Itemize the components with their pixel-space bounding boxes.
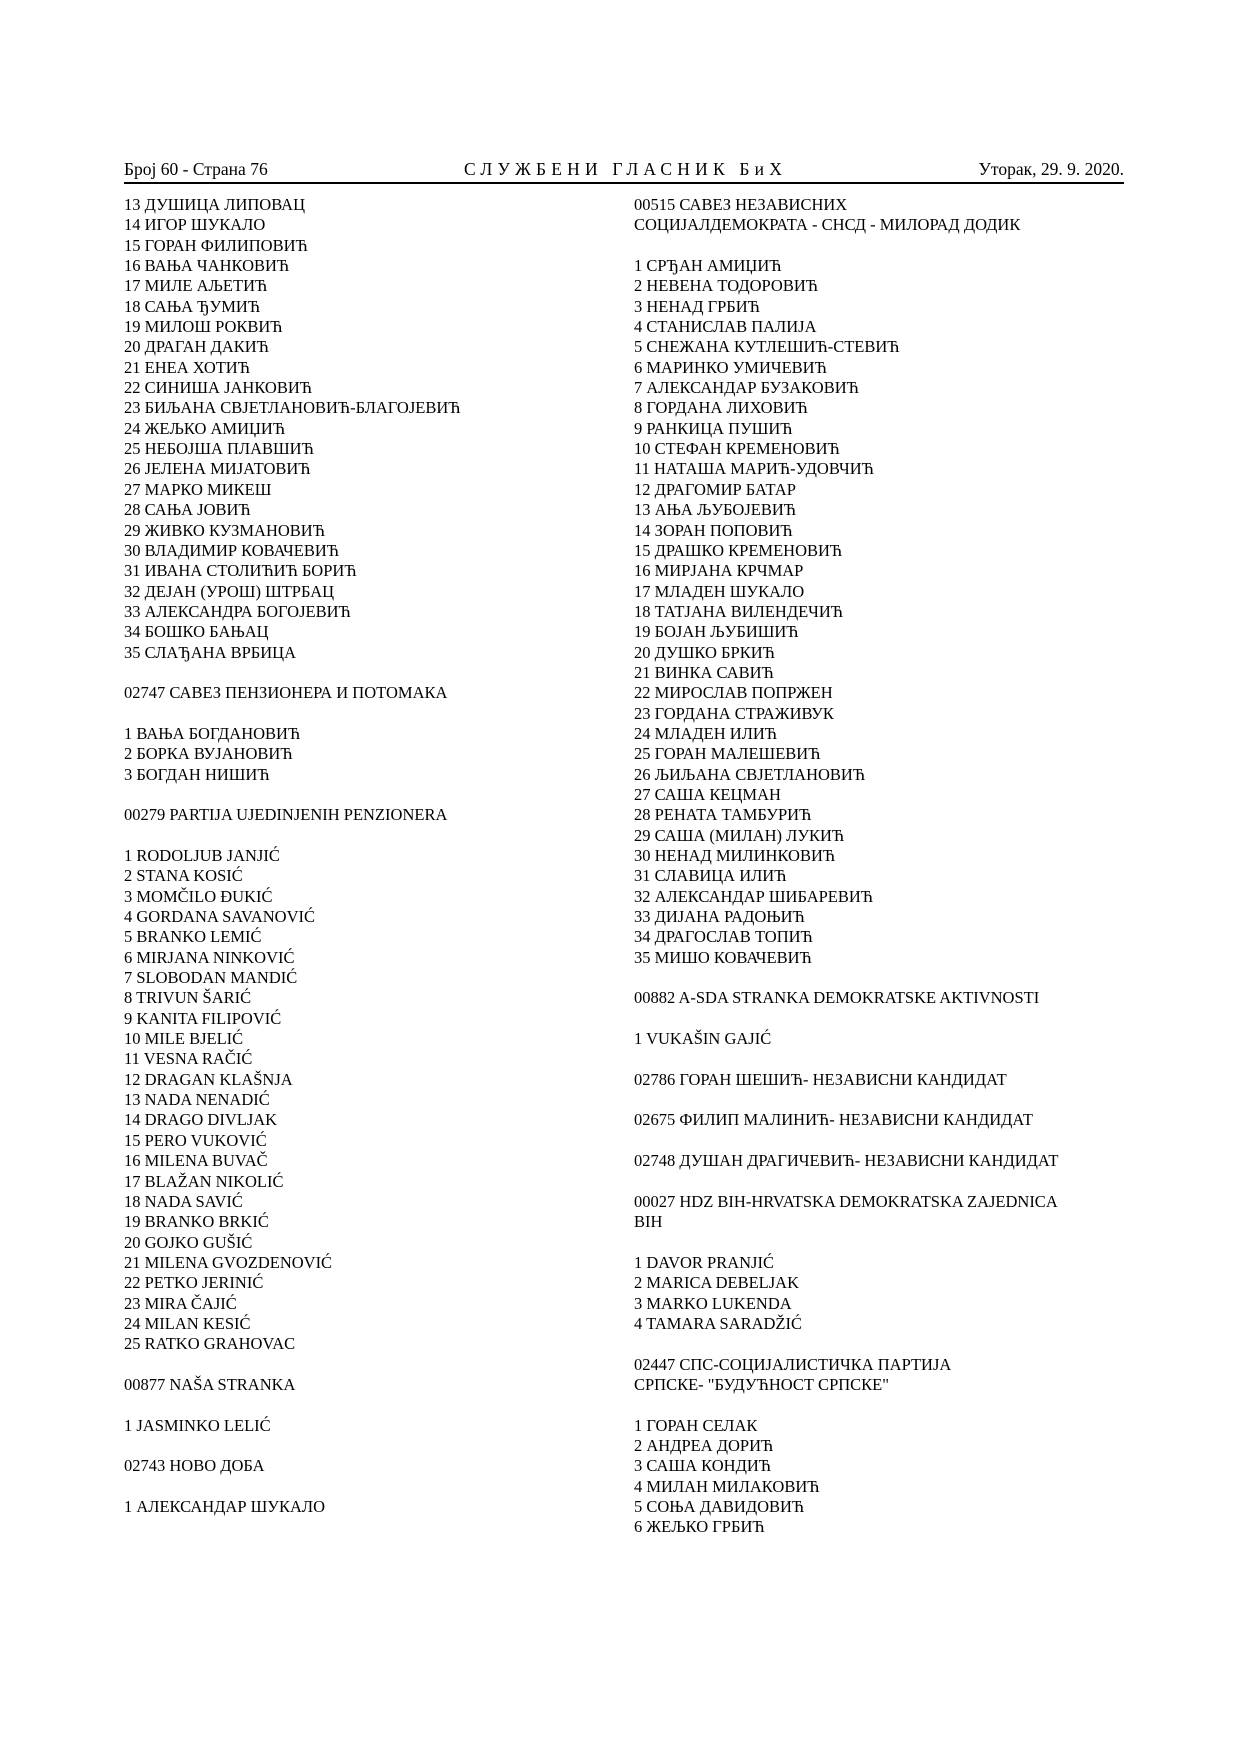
list-line: 18 ТАТЈАНА ВИЛЕНДЕЧИЋ	[634, 601, 844, 621]
list-line: 25 ГОРАН МАЛЕШЕВИЋ	[634, 744, 821, 764]
list-line: 1 VUKAŠIN GAJIĆ	[634, 1029, 772, 1049]
list-line: BIH	[634, 1212, 663, 1232]
list-line: 17 BLAŽAN NIKOLIĆ	[124, 1171, 284, 1191]
issue-and-page-number: Број 60 - Страна 76	[124, 159, 268, 179]
list-line: 4 СТАНИСЛАВ ПАЛИЈА	[634, 317, 817, 337]
list-line: 6 MIRJANA NINKOVIĆ	[124, 947, 295, 967]
list-line: 15 ГОРАН ФИЛИПОВИЋ	[124, 235, 308, 255]
list-line: 28 РЕНАТА ТАМБУРИЋ	[634, 805, 812, 825]
list-line: 6 ЖЕЉКО ГРБИЋ	[634, 1517, 765, 1537]
list-line: 14 ЗОРАН ПОПОВИЋ	[634, 520, 793, 540]
list-line: 14 DRAGO DIVLJAK	[124, 1110, 278, 1130]
list-line: 2 НЕВЕНА ТОДОРОВИЋ	[634, 276, 818, 296]
blank-line	[124, 704, 614, 724]
list-line: 35 СЛАЂАНА ВРБИЦА	[124, 642, 297, 662]
list-line: 15 PERO VUKOVIĆ	[124, 1130, 267, 1150]
blank-line	[634, 236, 1134, 256]
list-line: 4 МИЛАН МИЛАКОВИЋ	[634, 1476, 820, 1496]
list-line: 17 МИЛЕ АЉЕТИЋ	[124, 276, 268, 296]
list-line: 24 MILAN KESIĆ	[124, 1313, 251, 1333]
list-line: 1 JASMINKO LELIĆ	[124, 1415, 271, 1435]
right-column	[634, 195, 1134, 1538]
list-line: 20 ДРАГАН ДАКИЋ	[124, 337, 269, 357]
list-line: 26 ЈЕЛЕНА МИЈАТОВИЋ	[124, 459, 311, 479]
list-line: 2 MARICA DEBELJAK	[634, 1273, 800, 1293]
blank-line	[124, 785, 614, 805]
blank-line	[634, 1334, 1134, 1354]
list-line: 7 SLOBODAN MANDIĆ	[124, 968, 298, 988]
blank-line	[634, 1395, 1134, 1415]
list-line: 6 МАРИНКО УМИЧЕВИЋ	[634, 357, 827, 377]
list-line: 11 НАТАША МАРИЋ-УДОВЧИЋ	[634, 459, 874, 479]
blank-line	[634, 1009, 1134, 1029]
list-line: 9 KANITA FILIPOVIĆ	[124, 1008, 282, 1028]
list-line: 23 MIRA ČAJIĆ	[124, 1293, 237, 1313]
list-line: 25 НЕБОЈША ПЛАВШИЋ	[124, 439, 314, 459]
left-column	[124, 195, 614, 1517]
list-line: 21 ВИНКА САВИЋ	[634, 662, 774, 682]
list-line: 9 РАНКИЦА ПУШИЋ	[634, 418, 793, 438]
list-line: 3 БОГДАН НИШИЋ	[124, 764, 270, 784]
list-line: 23 БИЉАНА СВЈЕТЛАНОВИЋ-БЛАГОЈЕВИЋ	[124, 398, 461, 418]
list-line: 30 ВЛАДИМИР КОВАЧЕВИЋ	[124, 540, 340, 560]
list-line: 1 СРЂАН АМИЏИЋ	[634, 256, 782, 276]
list-line: 30 НЕНАД МИЛИНКОВИЋ	[634, 846, 836, 865]
list-line: 02747 САВЕЗ ПЕНЗИОНЕРА И ПОТОМАКА	[124, 683, 448, 703]
list-line: 17 МЛАДЕН ШУКАЛО	[634, 581, 805, 601]
list-line: 3 САША КОНДИЋ	[634, 1456, 771, 1476]
list-line: 25 RATKO GRAHOVAC	[124, 1334, 296, 1354]
list-line: 8 ГОРДАНА ЛИХОВИЋ	[634, 398, 808, 418]
list-line: 5 СНЕЖАНА КУТЛЕШИЋ-СТЕВИЋ	[634, 337, 900, 357]
list-line: 18 САЊА ЂУМИЋ	[124, 296, 261, 316]
list-line: 22 PETKO JERINIĆ	[124, 1273, 264, 1293]
list-line: 02675 ФИЛИП МАЛИНИЋ- НЕЗАВИСНИ КАНДИДАТ	[634, 1110, 1033, 1130]
list-line: 22 МИРОСЛАВ ПОПРЖЕН	[634, 683, 833, 703]
list-line: 16 MILENA BUVAČ	[124, 1151, 268, 1171]
list-line: 16 ВАЊА ЧАНКОВИЋ	[124, 256, 290, 276]
list-line: 20 GOJKO GUŠIĆ	[124, 1232, 253, 1252]
list-line: 19 БОЈАН ЉУБИШИЋ	[634, 622, 799, 642]
list-line: 00882 A-SDA STRANKA DEMOKRATSKE AKTIVNOSTI	[634, 988, 1040, 1008]
list-line: 00279 PARTIJA UJEDINJENIH PENZIONERA	[124, 805, 448, 825]
list-line: 5 BRANKO LEMIĆ	[124, 927, 262, 947]
list-line: 02786 ГОРАН ШЕШИЋ- НЕЗАВИСНИ КАНДИДАТ	[634, 1069, 1007, 1089]
list-line: 3 MARKO LUKENDA	[634, 1293, 792, 1313]
list-line: 32 АЛЕКСАНДАР ШИБАРЕВИЋ	[634, 886, 874, 906]
list-line: 4 GORDANA SAVANOVIĆ	[124, 907, 316, 927]
list-line: 00027 HDZ BIH-HRVATSKA DEMOKRATSKA ZAJEDNICA	[634, 1191, 1058, 1211]
list-line: 3 НЕНАД ГРБИЋ	[634, 296, 760, 316]
header-divider	[124, 182, 1124, 184]
list-line: 26 ЉИЉАНА СВЈЕТЛАНОВИЋ	[634, 764, 866, 784]
list-line: 1 RODOLJUB JANJIĆ	[124, 846, 280, 865]
list-line: 7 АЛЕКСАНДАР БУЗАКОВИЋ	[634, 378, 859, 398]
list-line: 13 АЊА ЉУБОЈЕВИЋ	[634, 500, 796, 520]
list-line: 3 MOMČILO ĐUKIĆ	[124, 886, 273, 906]
list-line: 28 САЊА ЈОВИЋ	[124, 500, 251, 520]
list-line: СРПСКЕ- "БУДУЋНОСТ СРПСКЕ"	[634, 1374, 889, 1394]
list-line: 02447 СПС-СОЦИЈАЛИСТИЧКА ПАРТИЈА	[634, 1354, 952, 1374]
list-line: 13 ДУШИЦА ЛИПОВАЦ	[124, 195, 306, 214]
list-line: 35 МИШО КОВАЧЕВИЋ	[634, 947, 812, 967]
list-line: 24 ЖЕЉКО АМИЏИЋ	[124, 418, 286, 438]
list-line: 18 NADA SAVIĆ	[124, 1191, 243, 1211]
blank-line	[124, 663, 614, 683]
blank-line	[634, 1172, 1134, 1192]
list-line: 10 СТЕФАН КРЕМЕНОВИЋ	[634, 439, 840, 459]
list-line: 27 САША КЕЦМАН	[634, 784, 781, 804]
list-line: 11 VESNA RAČIĆ	[124, 1049, 253, 1069]
list-line: 20 ДУШКО БРКИЋ	[634, 642, 775, 662]
publication-date: Уторак, 29. 9. 2020.	[978, 159, 1124, 179]
list-line: 33 ДИЈАНА РАДОЊИЋ	[634, 907, 805, 927]
list-line: 8 TRIVUN ŠARIĆ	[124, 988, 252, 1008]
blank-line	[634, 1090, 1134, 1110]
blank-line	[124, 1355, 614, 1375]
list-line: 00877 NAŠA STRANKA	[124, 1374, 296, 1394]
list-line: 32 ДЕЈАН (УРОШ) ШТРБАЦ	[124, 581, 335, 601]
list-line: 1 ГОРАН СЕЛАК	[634, 1415, 758, 1435]
list-line: 12 DRAGAN KLAŠNJA	[124, 1069, 293, 1089]
list-line: 34 БОШКО БАЊАЦ	[124, 622, 269, 642]
blank-line	[124, 826, 614, 846]
list-line: 29 ЖИВКО КУЗМАНОВИЋ	[124, 520, 325, 540]
list-line: 29 САША (МИЛАН) ЛУКИЋ	[634, 825, 845, 845]
list-line: 02743 НОВО ДОБА	[124, 1456, 265, 1476]
list-line: 33 АЛЕКСАНДРА БОГОЈЕВИЋ	[124, 601, 351, 621]
list-line: 21 ЕНЕА ХОТИЋ	[124, 357, 250, 377]
list-line: 1 DAVOR PRANJIĆ	[634, 1252, 774, 1272]
list-line: 2 АНДРЕА ДОРИЋ	[634, 1435, 774, 1455]
list-line: 14 ИГОР ШУКАЛО	[124, 215, 266, 235]
blank-line	[634, 1131, 1134, 1151]
list-line: 02748 ДУШАН ДРАГИЧЕВИЋ- НЕЗАВИСНИ КАНДИДАТ	[634, 1151, 1059, 1171]
list-line: 13 NADA NENADIĆ	[124, 1090, 270, 1110]
list-line: 00515 САВЕЗ НЕЗАВИСНИХ	[634, 195, 848, 214]
list-line: 15 ДРАШКО КРЕМЕНОВИЋ	[634, 540, 843, 560]
list-line: 4 TAMARA SARADŽIĆ	[634, 1313, 802, 1333]
blank-line	[124, 1477, 614, 1497]
page-header	[124, 158, 1124, 184]
list-line: 12 ДРАГОМИР БАТАР	[634, 479, 796, 499]
blank-line	[124, 1395, 614, 1415]
list-line: 1 ВАЊА БОГДАНОВИЋ	[124, 723, 301, 743]
publication-title: СЛУЖБЕНИ ГЛАСНИК БиХ	[464, 159, 788, 179]
list-line: 5 СОЊА ДАВИДОВИЋ	[634, 1497, 805, 1516]
blank-line	[124, 1436, 614, 1456]
list-line: 24 МЛАДЕН ИЛИЋ	[634, 723, 778, 743]
list-line: 2 STANA KOSIĆ	[124, 866, 243, 886]
list-line: 2 БОРКА ВУЈАНОВИЋ	[124, 744, 293, 764]
list-line: 21 MILENA GVOZDENOVIĆ	[124, 1252, 333, 1272]
list-line: 31 ИВАНА СТОЛИЋИЋ БОРИЋ	[124, 561, 357, 581]
list-line: 34 ДРАГОСЛАВ ТОПИЋ	[634, 927, 813, 947]
list-line: 22 СИНИША ЈАНКОВИЋ	[124, 378, 312, 398]
list-line: 27 МАРКО МИКЕШ	[124, 479, 272, 499]
blank-line	[634, 1049, 1134, 1069]
list-line: 16 МИРЈАНА КРЧМАР	[634, 561, 804, 581]
list-line: 10 MILE BJELIĆ	[124, 1029, 244, 1049]
list-line: СОЦИЈАЛДЕМОКРАТА - СНСД - МИЛОРАД ДОДИК	[634, 215, 1021, 235]
list-line: 23 ГОРДАНА СТРАЖИВУК	[634, 703, 834, 723]
list-line: 19 BRANKO BRKIĆ	[124, 1212, 269, 1232]
list-line: 1 АЛЕКСАНДАР ШУКАЛО	[124, 1497, 325, 1516]
blank-line	[634, 1233, 1134, 1253]
blank-line	[634, 968, 1134, 988]
list-line: 31 СЛАВИЦА ИЛИЋ	[634, 866, 787, 886]
list-line: 19 МИЛОШ РОКВИЋ	[124, 317, 283, 337]
